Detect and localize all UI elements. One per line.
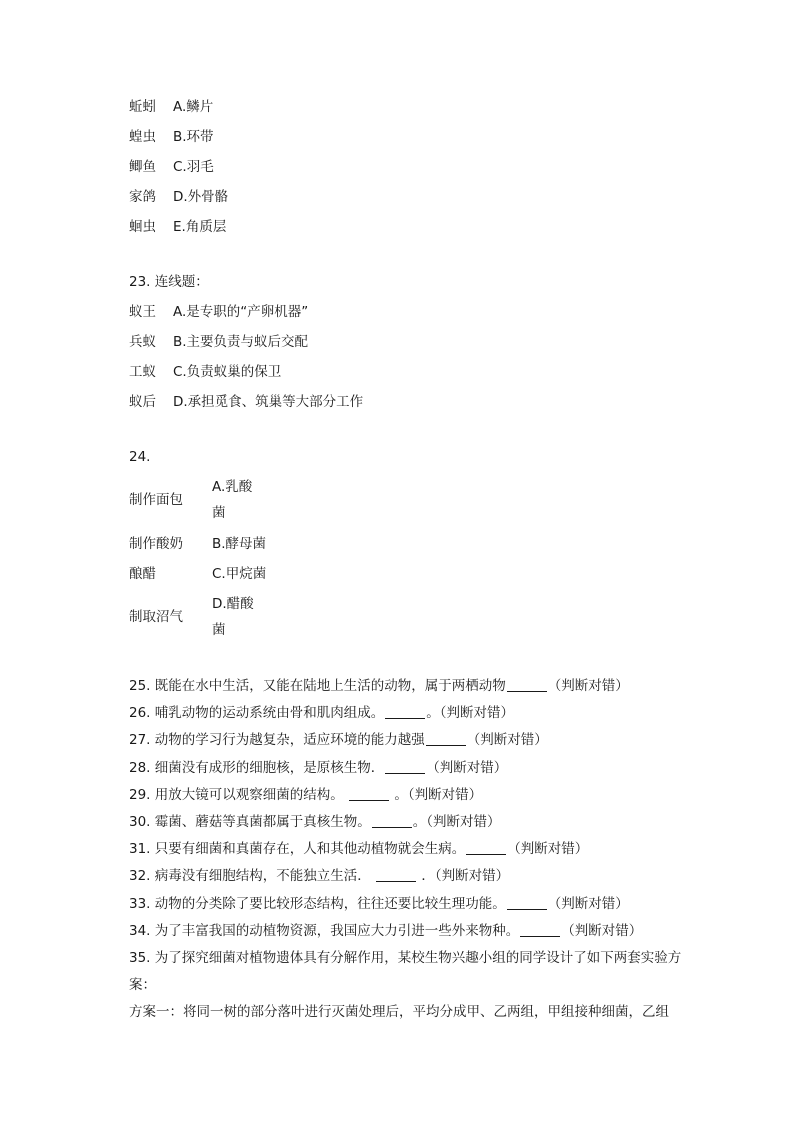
question-suffix: （判断对错） [507, 841, 589, 857]
answer-blank[interactable] [376, 867, 416, 882]
question-text: 27. 动物的学习行为越复杂，适应环境的能力越强 [129, 732, 425, 748]
judgment-question [129, 866, 509, 886]
match-left: 制取沼气 [129, 609, 183, 625]
match-left: 工蚁 [129, 364, 156, 380]
question-text: 33. 动物的分类除了要比较形态结构，往往还要比较生理功能。 [129, 896, 506, 912]
match-row [129, 97, 213, 117]
match-right: C.羽毛 [173, 159, 214, 175]
match-right: C.负责蚁巢的保卫 [173, 364, 282, 380]
match-left: 制作酸奶 [129, 536, 183, 552]
match-row [129, 217, 226, 237]
match-left: 蛔虫 [129, 219, 156, 235]
match-right: A.乳酸 [212, 479, 253, 495]
answer-blank[interactable] [385, 704, 425, 719]
match-left: 蚁王 [129, 304, 156, 320]
question-text: 32. 病毒没有细胞结构，不能独立生活． [129, 868, 376, 884]
answer-blank[interactable] [426, 731, 466, 746]
question-35-line: 35. 为了探究细菌对植物遗体具有分解作用，某校生物兴趣小组的同学设计了如下两套实验方 [129, 950, 682, 966]
question-text: 30. 霉菌、蘑菇等真菌都属于真核生物。 [129, 814, 371, 830]
match-right: A.鳞片 [173, 99, 214, 115]
match-left: 蚯蚓 [129, 99, 156, 115]
match-left: 蚁后 [129, 394, 156, 410]
question-text: 25. 既能在水中生活，又能在陆地上生活的动物，属于两栖动物 [129, 678, 506, 694]
judgment-question [129, 676, 629, 696]
judgment-question [129, 703, 514, 723]
match-row [129, 302, 308, 322]
question-title: 23. 连线题： [129, 274, 209, 290]
question-text: 28. 细菌没有成形的细胞核，是原核生物． [129, 760, 385, 776]
answer-blank[interactable] [520, 922, 560, 937]
question-suffix: （判断对错） [547, 678, 629, 694]
judgment-question [129, 730, 548, 750]
match-right: D.外骨骼 [173, 189, 229, 205]
question-suffix: 。（判断对错） [426, 705, 515, 721]
question-suffix: 。（判断对错） [390, 787, 483, 803]
match-right-wrap: 菌 [212, 505, 226, 521]
question-suffix: （判断对错） [466, 732, 548, 748]
judgment-question [129, 758, 507, 778]
match-left: 制作面包 [129, 492, 183, 508]
judgment-question [129, 785, 482, 805]
match-left: 家鸽 [129, 189, 156, 205]
question-suffix: （判断对错） [561, 923, 643, 939]
question-text: 34. 为了丰富我国的动植物资源，我国应大力引进一些外来物种。 [129, 923, 520, 939]
answer-blank[interactable] [385, 759, 425, 774]
match-row [129, 127, 214, 147]
match-row [129, 187, 228, 207]
judgment-question [129, 921, 642, 941]
match-left: 蝗虫 [129, 129, 156, 145]
match-left: 兵蚁 [129, 334, 156, 350]
judgment-question [129, 812, 501, 832]
match-right: B.环带 [173, 129, 214, 145]
question-text: 31. 只要有细菌和真菌存在，人和其他动植物就会生病。 [129, 841, 466, 857]
match-row [129, 157, 214, 177]
question-text: 26. 哺乳动物的运动系统由骨和肌肉组成。 [129, 705, 385, 721]
question-title: 24. [129, 449, 151, 465]
question-text: 29. 用放大镜可以观察细菌的结构。 [129, 787, 349, 803]
judgment-question [129, 894, 629, 914]
match-right: E.角质层 [173, 219, 227, 235]
question-suffix: （判断对错） [426, 760, 508, 776]
question-suffix: 。（判断对错） [412, 814, 501, 830]
match-right: A.是专职的“产卵机器” [173, 304, 309, 320]
match-right-wrap: 菌 [212, 622, 226, 638]
match-row [129, 392, 363, 412]
match-row [129, 362, 281, 382]
answer-blank[interactable] [507, 677, 547, 692]
question-35-line: 案： [129, 977, 156, 993]
match-right: B.酵母菌 [212, 536, 267, 552]
match-right: D.醋酸 [212, 596, 254, 612]
match-right: B.主要负责与蚁后交配 [173, 334, 309, 350]
answer-blank[interactable] [507, 895, 547, 910]
answer-blank[interactable] [349, 786, 389, 801]
match-left: 酿醋 [129, 566, 156, 582]
match-left: 鲫鱼 [129, 159, 156, 175]
judgment-question [129, 839, 588, 859]
question-35-line: 方案一：将同一树的部分落叶进行灭菌处理后，平均分成甲、乙两组，甲组接种细菌，乙组 [129, 1004, 669, 1020]
match-right: D.承担觅食、筑巢等大部分工作 [173, 394, 364, 410]
answer-blank[interactable] [372, 813, 412, 828]
match-row [129, 332, 308, 352]
answer-blank[interactable] [466, 840, 506, 855]
question-suffix: （判断对错） [547, 896, 629, 912]
match-right: C.甲烷菌 [212, 566, 267, 582]
question-suffix: ．（判断对错） [417, 868, 510, 884]
